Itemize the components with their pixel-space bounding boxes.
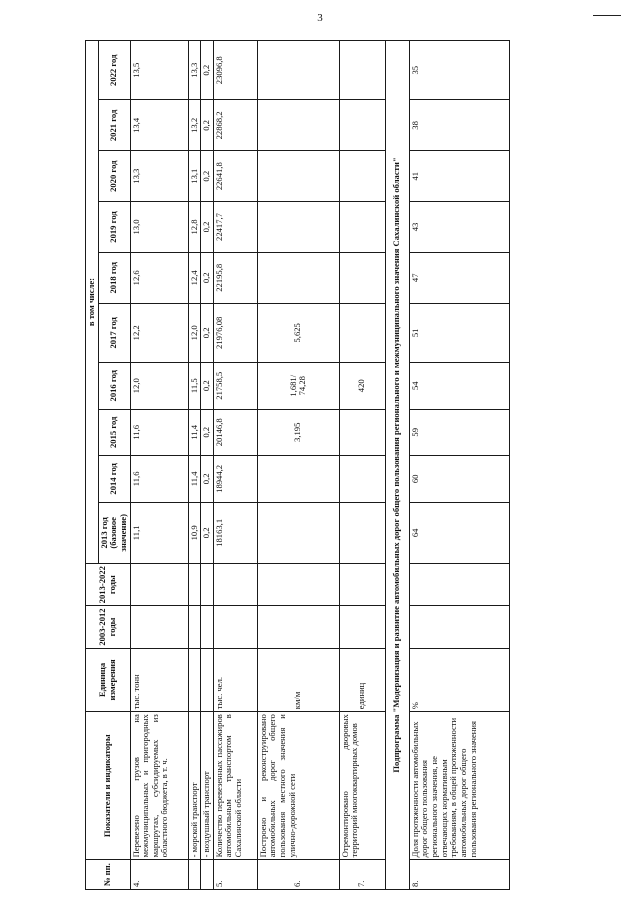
row-value: 12,2 (130, 303, 188, 362)
row-value: 43 (409, 202, 509, 253)
row-value: 64 (409, 502, 509, 563)
row-value: 0,2 (201, 41, 214, 101)
row-value: 13,0 (130, 202, 188, 253)
row-cell (339, 606, 385, 648)
row-value: 11,6 (130, 409, 188, 456)
col-header-2003-2012: 2003-2012 годы (86, 606, 131, 648)
row-cell (130, 606, 188, 648)
row-value: 13,5 (130, 41, 188, 101)
row-value (257, 202, 339, 253)
row-value: 35 (409, 41, 509, 101)
row-cell (409, 606, 509, 648)
subprogram-row (385, 41, 409, 890)
row-value (339, 456, 385, 503)
row-value: 0,2 (201, 151, 214, 202)
col-header-year: 2014 год (98, 456, 130, 503)
col-header-year: 2015 год (98, 409, 130, 456)
row-cell (130, 564, 188, 606)
row-value: 3,195 (257, 409, 339, 456)
rotated-table-area (85, 40, 533, 890)
row-indicator: - морской транспорт (188, 712, 201, 860)
col-header-year: 2016 год (98, 362, 130, 409)
row-value: 47 (409, 252, 509, 303)
row-value: 11,4 (188, 456, 201, 503)
col-header-year: 2021 год (98, 100, 130, 151)
row-cell (213, 606, 257, 648)
row-unit: % (409, 648, 509, 712)
row-value: 38 (409, 100, 509, 151)
row-value (339, 100, 385, 151)
row-value: 13,4 (130, 100, 188, 151)
row-value: 13,1 (188, 151, 201, 202)
row-cell (201, 564, 214, 606)
row-cell (409, 564, 509, 606)
row-value: 22641,8 (213, 151, 257, 202)
table-row (409, 41, 509, 890)
row-num (201, 860, 214, 890)
row-unit: единиц (339, 648, 385, 712)
row-value: 0,2 (201, 252, 214, 303)
col-header-year: 2022 год (98, 41, 130, 101)
row-value: 0,2 (201, 100, 214, 151)
row-value: 0,2 (201, 202, 214, 253)
row-value: 41 (409, 151, 509, 202)
table-row (257, 41, 339, 890)
row-value: 5,625 (257, 303, 339, 362)
table-row (130, 41, 188, 890)
row-value: 12,6 (130, 252, 188, 303)
col-header-num: № пп. (86, 860, 131, 890)
row-value: 18944,2 (213, 456, 257, 503)
row-value: 59 (409, 409, 509, 456)
row-indicator: Отремонтировано дворовых территорий многоквартирных домов (339, 712, 385, 860)
row-cell (188, 564, 201, 606)
row-cell (339, 564, 385, 606)
row-value: 10,9 (188, 502, 201, 563)
col-header-year: 2017 год (98, 303, 130, 362)
row-value: 22417,7 (213, 202, 257, 253)
row-value: 51 (409, 303, 509, 362)
table-row (188, 41, 201, 890)
row-num: 4. (130, 860, 188, 890)
row-value: 12,8 (188, 202, 201, 253)
row-num: 8. (409, 860, 509, 890)
row-value (339, 502, 385, 563)
table-row (339, 41, 385, 890)
row-unit (201, 648, 214, 712)
row-value (339, 409, 385, 456)
row-value: 11,4 (188, 409, 201, 456)
row-cell (257, 564, 339, 606)
row-value: 1,681/ 74,28 (257, 362, 339, 409)
row-indicator: Перевезено грузов на межмуниципальных и пригородных маршрутах, субсидируемых из областного бюджета, в т. ч. (130, 712, 188, 860)
row-value: 54 (409, 362, 509, 409)
table-row (213, 41, 257, 890)
row-value (257, 502, 339, 563)
row-value: 0,2 (201, 502, 214, 563)
row-unit: км/м (257, 648, 339, 712)
row-value: 0,2 (201, 303, 214, 362)
row-value (257, 41, 339, 101)
row-value: 12,4 (188, 252, 201, 303)
rotated-page-content (85, 40, 533, 890)
row-value (339, 202, 385, 253)
col-header-year: 2020 год (98, 151, 130, 202)
row-value (339, 303, 385, 362)
row-cell (188, 606, 201, 648)
header-row-1 (86, 41, 99, 890)
row-unit (188, 648, 201, 712)
row-value: 22868,2 (213, 100, 257, 151)
col-header-including: в том числе: (86, 41, 99, 564)
row-indicator: - воздушный транспорт (201, 712, 214, 860)
row-value: 21976,08 (213, 303, 257, 362)
row-value: 20146,8 (213, 409, 257, 456)
row-cell (213, 564, 257, 606)
row-value (339, 41, 385, 101)
table-row (201, 41, 214, 890)
page-number: 3 (317, 12, 323, 24)
row-value: 13,3 (188, 41, 201, 101)
row-num: 7. (339, 860, 385, 890)
row-unit: тыс. тонн (130, 648, 188, 712)
row-value: 18163,1 (213, 502, 257, 563)
subprogram-title: Подпрограмма "Модернизация и развитие автомобильных дорог общего пользования регионального и межмуниципального значения Сахалинской области" (385, 41, 409, 890)
row-value: 13,3 (130, 151, 188, 202)
row-value: 60 (409, 456, 509, 503)
row-indicator: Построено и реконструировано автомобильных дорог общего пользования местного значения и улично-дорожной сети (257, 712, 339, 860)
row-unit: тыс. чел. (213, 648, 257, 712)
row-indicator: Доля протяженности автомобильных дорог общего пользования регионального значения, не отвечающих нормативным требованиям, в общей протяженности автомобильных дорог общего пользования регионального значения (409, 712, 509, 860)
row-value: 0,2 (201, 362, 214, 409)
col-header-unit: Единица измерения (86, 648, 131, 712)
row-value: 13,2 (188, 100, 201, 151)
row-indicator: Количество перевезенных пассажиров автомобильным транспортом в Сахалинской области (213, 712, 257, 860)
row-cell (201, 606, 214, 648)
row-value: 0,2 (201, 409, 214, 456)
col-header-year: 2019 год (98, 202, 130, 253)
row-value (257, 252, 339, 303)
row-value: 11,5 (188, 362, 201, 409)
col-header-year: 2013 год (базовое значение) (98, 502, 130, 563)
row-value: 0,2 (201, 456, 214, 503)
col-header-year: 2018 год (98, 252, 130, 303)
row-value: 22195,8 (213, 252, 257, 303)
row-value: 11,1 (130, 502, 188, 563)
row-value (257, 456, 339, 503)
row-num (188, 860, 201, 890)
row-value: 11,6 (130, 456, 188, 503)
col-header-indicator: Показатели и индикаторы (86, 712, 131, 860)
indicators-table (85, 40, 510, 890)
row-num: 6. (257, 860, 339, 890)
row-value: 420 (339, 362, 385, 409)
row-cell (257, 606, 339, 648)
row-value (257, 151, 339, 202)
row-num: 5. (213, 860, 257, 890)
row-value (339, 252, 385, 303)
row-value: 21758,5 (213, 362, 257, 409)
col-header-2013-2022: 2013-2022 годы (86, 564, 131, 606)
row-value (339, 151, 385, 202)
row-value: 12,0 (188, 303, 201, 362)
row-value: 23096,8 (213, 41, 257, 101)
row-value (257, 100, 339, 151)
row-value: 12,0 (130, 362, 188, 409)
